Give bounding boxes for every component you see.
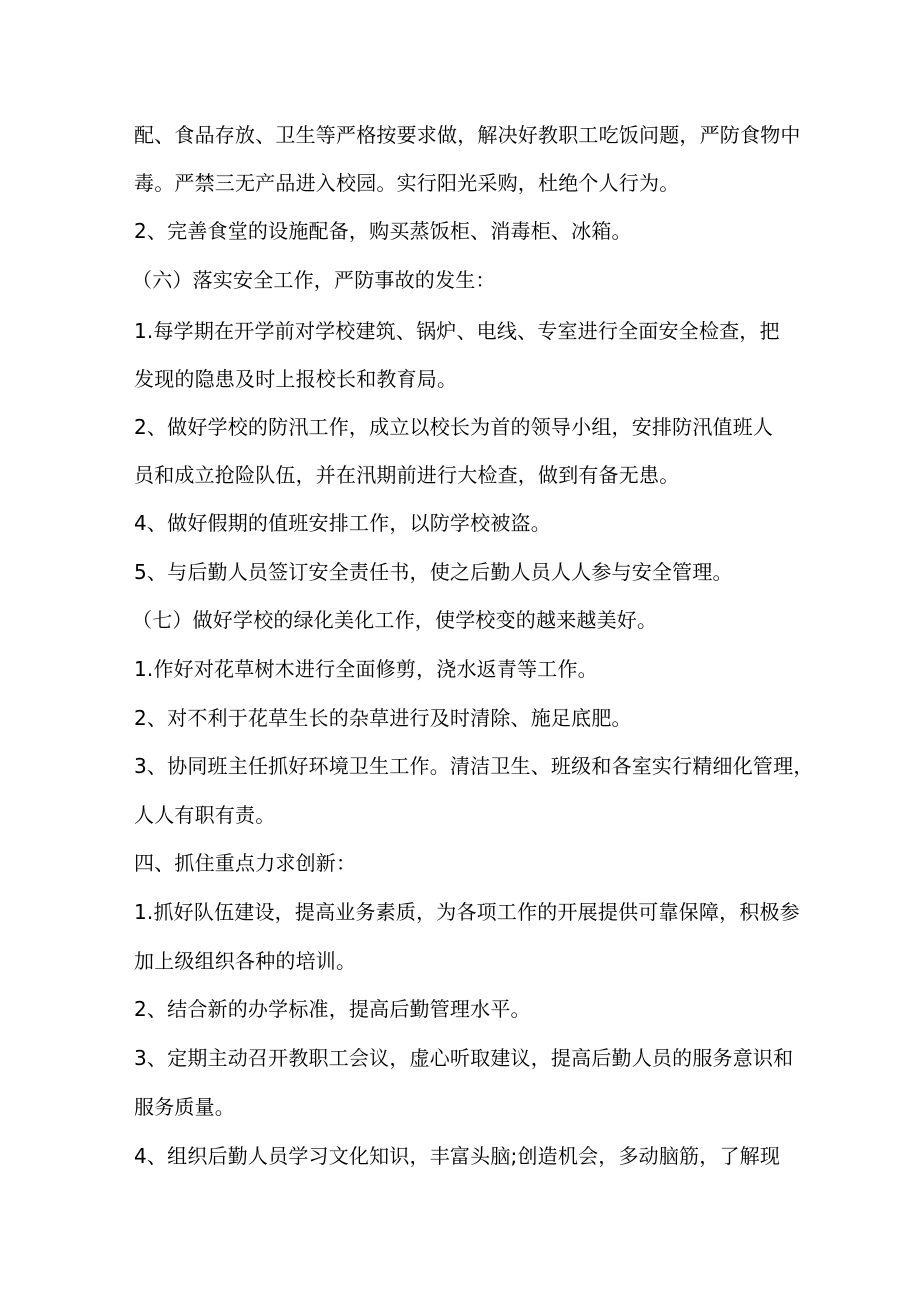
section-heading: 四、抓住重点力求创新： bbox=[134, 851, 357, 875]
text-line: 毒。严禁三无产品进入校园。实行阳光采购，杜绝个人行为。 bbox=[134, 171, 680, 195]
text-line: 2、完善食堂的设施配备，购买蒸饭柜、消毒柜、冰箱。 bbox=[134, 219, 632, 243]
section-heading: （七）做好学校的绿化美化工作，使学校变的越来越美好。 bbox=[132, 608, 658, 632]
text-line: 2、结合新的办学标准，提高后勤管理水平。 bbox=[134, 997, 531, 1021]
text-line: 4、组织后勤人员学习文化知识，丰富头脑;创造机会，多动脑筋，了解现 bbox=[134, 1144, 781, 1168]
section-heading: （六）落实安全工作，严防事故的发生： bbox=[132, 268, 496, 292]
text-line: 2、对不利于花草生长的杂草进行及时清除、施足底肥。 bbox=[134, 706, 632, 730]
text-line: 2、做好学校的防汛工作，成立以校长为首的领导小组，安排防汛值班人 bbox=[134, 415, 774, 439]
text-line: 3、协同班主任抓好环境卫生工作。清洁卫生、班级和各室实行精细化管理， bbox=[134, 754, 814, 778]
text-line: 发现的隐患及时上报校长和教育局。 bbox=[134, 367, 458, 391]
text-line: 3、定期主动召开教职工会议，虚心听取建议，提高后勤人员的服务意识和 bbox=[134, 1046, 794, 1070]
text-line: 服务质量。 bbox=[134, 1095, 235, 1119]
text-line: 1.作好对花草树木进行全面修剪，浇水返青等工作。 bbox=[134, 657, 598, 681]
text-line: 加上级组织各种的培训。 bbox=[134, 949, 357, 973]
text-line: 配、食品存放、卫生等严格按要求做，解决好教职工吃饭问题，严防食物中 bbox=[134, 123, 801, 147]
text-line: 员和成立抢险队伍，并在汛期前进行大检查，做到有备无患。 bbox=[134, 463, 680, 487]
text-line: 5、与后勤人员签订安全责任书，使之后勤人员人人参与安全管理。 bbox=[134, 560, 733, 584]
text-line: 4、做好假期的值班安排工作，以防学校被盗。 bbox=[134, 511, 551, 535]
text-line: 1.每学期在开学前对学校建筑、锅炉、电线、专室进行全面安全检查，把 bbox=[134, 319, 780, 343]
text-line: 1.抓好队伍建设，提高业务素质，为各项工作的开展提供可靠保障，积极参 bbox=[134, 900, 800, 924]
text-line: 人人有职有责。 bbox=[134, 803, 276, 827]
